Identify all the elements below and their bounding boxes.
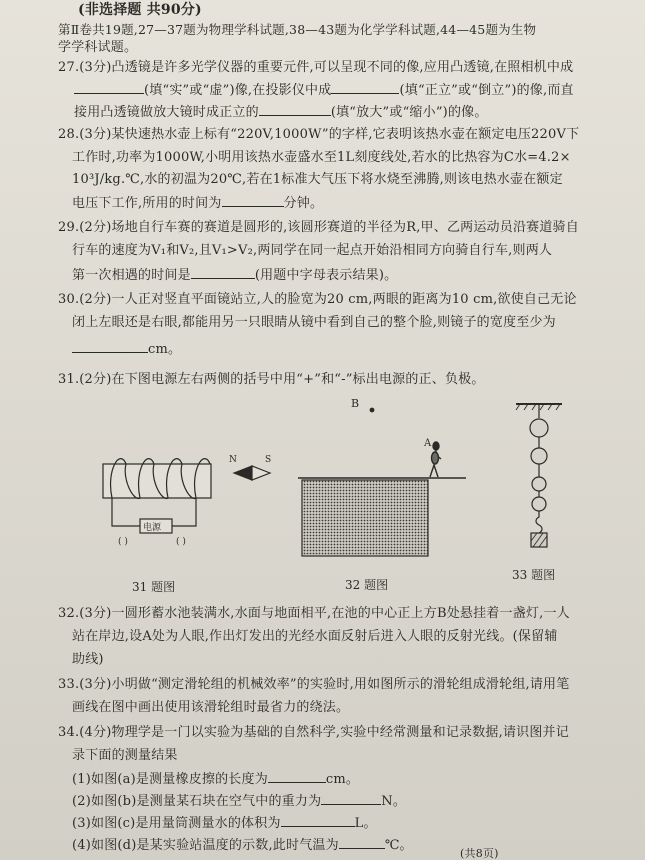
bracket-left[interactable]: ( ) — [118, 537, 128, 547]
fig32-pool — [298, 408, 466, 556]
compass-needle-s — [252, 466, 270, 480]
compass-needle-n — [234, 466, 252, 480]
water-tank — [302, 480, 428, 556]
fig32-caption: 32 题图 — [345, 578, 389, 592]
section-intro-line2: 学学科试题。 — [58, 40, 138, 55]
wire-left — [112, 498, 140, 526]
q34-item-c: (3)如图(c)是用量筒测量水的体积为 L。 — [72, 816, 377, 831]
q29-line1: 29.(2分)场地自行车赛的赛道是圆形的,该圆形赛道的半径为R,甲、乙两运动员沿赛道骑自 — [58, 220, 579, 235]
q34-blank-a[interactable] — [268, 770, 326, 783]
q27-line2: (填“实”或“虚”)像,在投影仪中成 (填“正立”或“倒立”)的像,而直 — [74, 81, 574, 99]
q34-blank-b[interactable] — [321, 792, 381, 805]
q30-line1: 30.(2分)一人正对竖直平面镜站立,人的脸宽为20 cm,两眼的距离为10 cm,欲使自己无论 — [58, 292, 577, 307]
fig33-caption: 33 题图 — [512, 568, 556, 582]
q34-line2: 录下面的测量结果 — [72, 748, 178, 763]
pulley-3 — [532, 477, 546, 491]
fig33-pulleys — [516, 404, 562, 547]
q30-line2: 闭上左眼还是右眼,都能用另一只眼睛从镜中看到自己的整个脸,则镜子的宽度至少为 — [72, 315, 556, 330]
q32-line3: 助线) — [72, 652, 104, 667]
q33-line2: 画线在图中画出使用该滑轮组时最省力的绕法。 — [72, 700, 350, 715]
weight-block — [531, 533, 547, 547]
magnet-n-label: N — [229, 455, 237, 465]
q28-line2: 工作时,功率为1000W,小明用该热水壶盛水至1L刻度线处,若水的比热容为C水=4.2× — [72, 150, 571, 165]
page-count: (共8页) — [460, 847, 499, 860]
q34-item-a: (1)如图(a)是测量橡皮擦的长度为 cm。 — [72, 772, 360, 787]
label-b: B — [351, 397, 360, 410]
power-supply-label: 电源 — [143, 523, 162, 533]
q34-blank-d[interactable] — [339, 836, 385, 849]
q27-line3: 接用凸透镜做放大镜时成正立的 (填“放大”或“缩小”)的像。 — [74, 105, 488, 120]
q33-line1: 33.(3分)小明做“测定滑轮组的机械效率”的实验时,用如图所示的滑轮组成滑轮组,请用笔 — [58, 677, 570, 692]
q29-line2: 行车的速度为V₁和V₂,且V₁>V₂,两同学在同一起点开始沿相同方向骑自行车,则两人 — [72, 243, 553, 258]
q28-line3: 10³J/kg.℃,水的初温为20℃,若在1标准大气压下将水烧至沸腾,则该电热水壶在额定 — [72, 172, 563, 187]
bracket-right[interactable]: ( ) — [176, 537, 186, 547]
q34-line1: 34.(4分)物理学是一门以实验为基础的自然科学,实验中经常测量和记录数据,请识图并记 — [58, 725, 569, 740]
fig31-caption: 31 题图 — [132, 580, 176, 594]
q31-line1: 31.(2分)在下图电源左右两侧的括号中用“+”和“-”标出电源的正、负极。 — [58, 372, 485, 387]
q34-item-d: (4)如图(d)是某实验站温度的示数,此时气温为 ℃。 — [72, 838, 413, 853]
magnet-s-label: S — [265, 455, 272, 465]
q29-line3: 第一次相遇的时间是 (用题中字母表示结果)。 — [72, 268, 398, 283]
q34-blank-c[interactable] — [281, 814, 355, 827]
q34-item-b: (2)如图(b)是测量某石块在空气中的重力为 N。 — [72, 794, 407, 809]
q32-line2: 站在岸边,设A处为人眼,作出灯发出的光经水面反射后进入人眼的反射光线。(保留辅 — [72, 629, 558, 644]
pulley-4 — [532, 497, 546, 511]
q32-line1: 32.(3分)一圆形蓄水池装满水,水面与地面相平,在池的中心正上方B处悬挂着一盏灯,一人 — [58, 606, 570, 621]
section-intro-line1: 第Ⅱ卷共19题,27—37题为物理学科试题,38—43题为化学学科试题,44—45题为生物 — [58, 22, 537, 37]
q27-line1: 27.(3分)凸透镜是许多光学仪器的重要元件,可以呈现不同的像,应用凸透镜,在照相机中成 — [58, 60, 574, 75]
q28-line4: 电压下工作,所用的时间为 分钟。 — [72, 196, 324, 211]
pulley-1 — [530, 419, 548, 437]
fig31-circuit — [103, 459, 270, 533]
label-a: A — [424, 438, 432, 449]
lamp-point-b — [370, 408, 375, 413]
person-figure — [430, 442, 441, 477]
pulley-2 — [531, 448, 547, 464]
q30-line3: cm。 — [72, 340, 181, 358]
wire-right — [172, 498, 196, 526]
q28-line1: 28.(3分)某快速热水壶上标有“220V,1000W”的字样,它表明该热水壶在额定电压220V下 — [58, 127, 580, 142]
section-heading-part2: (非选择题 共90分) — [78, 2, 202, 18]
